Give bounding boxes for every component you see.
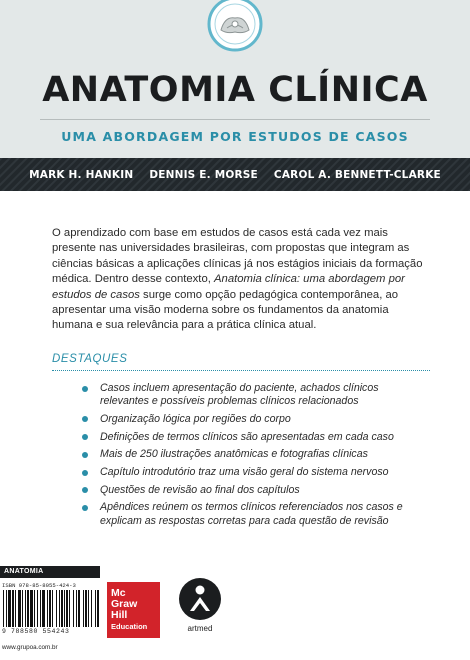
- author-name: MARK H. HANKIN: [29, 168, 134, 181]
- publisher-website: www.grupoa.com.br: [2, 644, 58, 651]
- bullet-icon: [82, 452, 88, 458]
- author-list: [0, 158, 470, 191]
- intro-paragraph: [52, 226, 430, 334]
- bullet-icon: [82, 505, 88, 511]
- bullet-icon: [82, 434, 88, 440]
- intro-text-part2: surge como opção pedagógica contemporânea, ao apresentar uma visão moderna sobre os fundamentos da anatomia humana e sua relevância para a prática clínica atual.: [52, 288, 399, 332]
- isbn-text: ISBN 978-85-8055-424-3: [2, 582, 76, 589]
- bullet-icon: [82, 416, 88, 422]
- mcgraw-hill-logo: Mc Graw Hill Education: [107, 582, 160, 638]
- highlight-item: Capítulo introdutório traz uma visão geral do sistema nervoso: [82, 466, 422, 479]
- book-subtitle: UMA ABORDAGEM POR ESTUDOS DE CASOS: [61, 129, 409, 144]
- bullet-icon: [82, 470, 88, 476]
- intro-text-part1: O aprendizado com base em estudos de casos está cada vez mais presente nas universidades brasileiras, com propostas que integram as ciências básicas a aplicações clínicas já nos estágios iniciais da formação médica. Dentro desse contexto,: [52, 227, 423, 286]
- intro-book-title: Anatomia clínica: uma abordagem por estudos de casos: [52, 273, 405, 301]
- highlights-list: [82, 382, 422, 532]
- barcode-bars-icon: [2, 590, 100, 627]
- bullet-icon: [82, 386, 88, 392]
- highlight-item: Definições de termos clínicos são apresentadas em cada caso: [82, 431, 422, 444]
- bullet-icon: [82, 487, 88, 493]
- highlight-item: Organização lógica por regiões do corpo: [82, 413, 422, 426]
- highlights-heading: DESTAQUES: [52, 353, 128, 365]
- author-band: [0, 158, 470, 191]
- category-label: ANATOMIA: [0, 566, 100, 578]
- highlight-item: Questões de revisão ao final dos capítulos: [82, 484, 422, 497]
- book-title: ANATOMIA CLÍNICA: [42, 70, 428, 110]
- highlight-item: Casos incluem apresentação do paciente, achados clínicos relevantes e possíveis problemas clínicos relacionados: [82, 382, 422, 408]
- artmed-label: artmed: [187, 624, 213, 633]
- highlights-divider: [52, 370, 430, 371]
- highlight-item: Mais de 250 ilustrações anatômicas e fotografias clínicas: [82, 448, 422, 461]
- artmed-logo-icon: [176, 575, 224, 623]
- author-name: DENNIS E. MORSE: [149, 168, 258, 181]
- highlight-item: Apêndices reúnem os termos clínicos referenciados nos casos e explicam as respostas corretas para cada questão de revisão: [82, 501, 422, 527]
- title-divider: [40, 119, 430, 120]
- anatomy-emblem-icon: [203, 0, 267, 56]
- barcode: [0, 582, 102, 638]
- author-name: CAROL A. BENNETT-CLARKE: [273, 168, 441, 181]
- barcode-digits: 9 788580 554243: [2, 628, 70, 635]
- artmed-logo: [176, 575, 224, 639]
